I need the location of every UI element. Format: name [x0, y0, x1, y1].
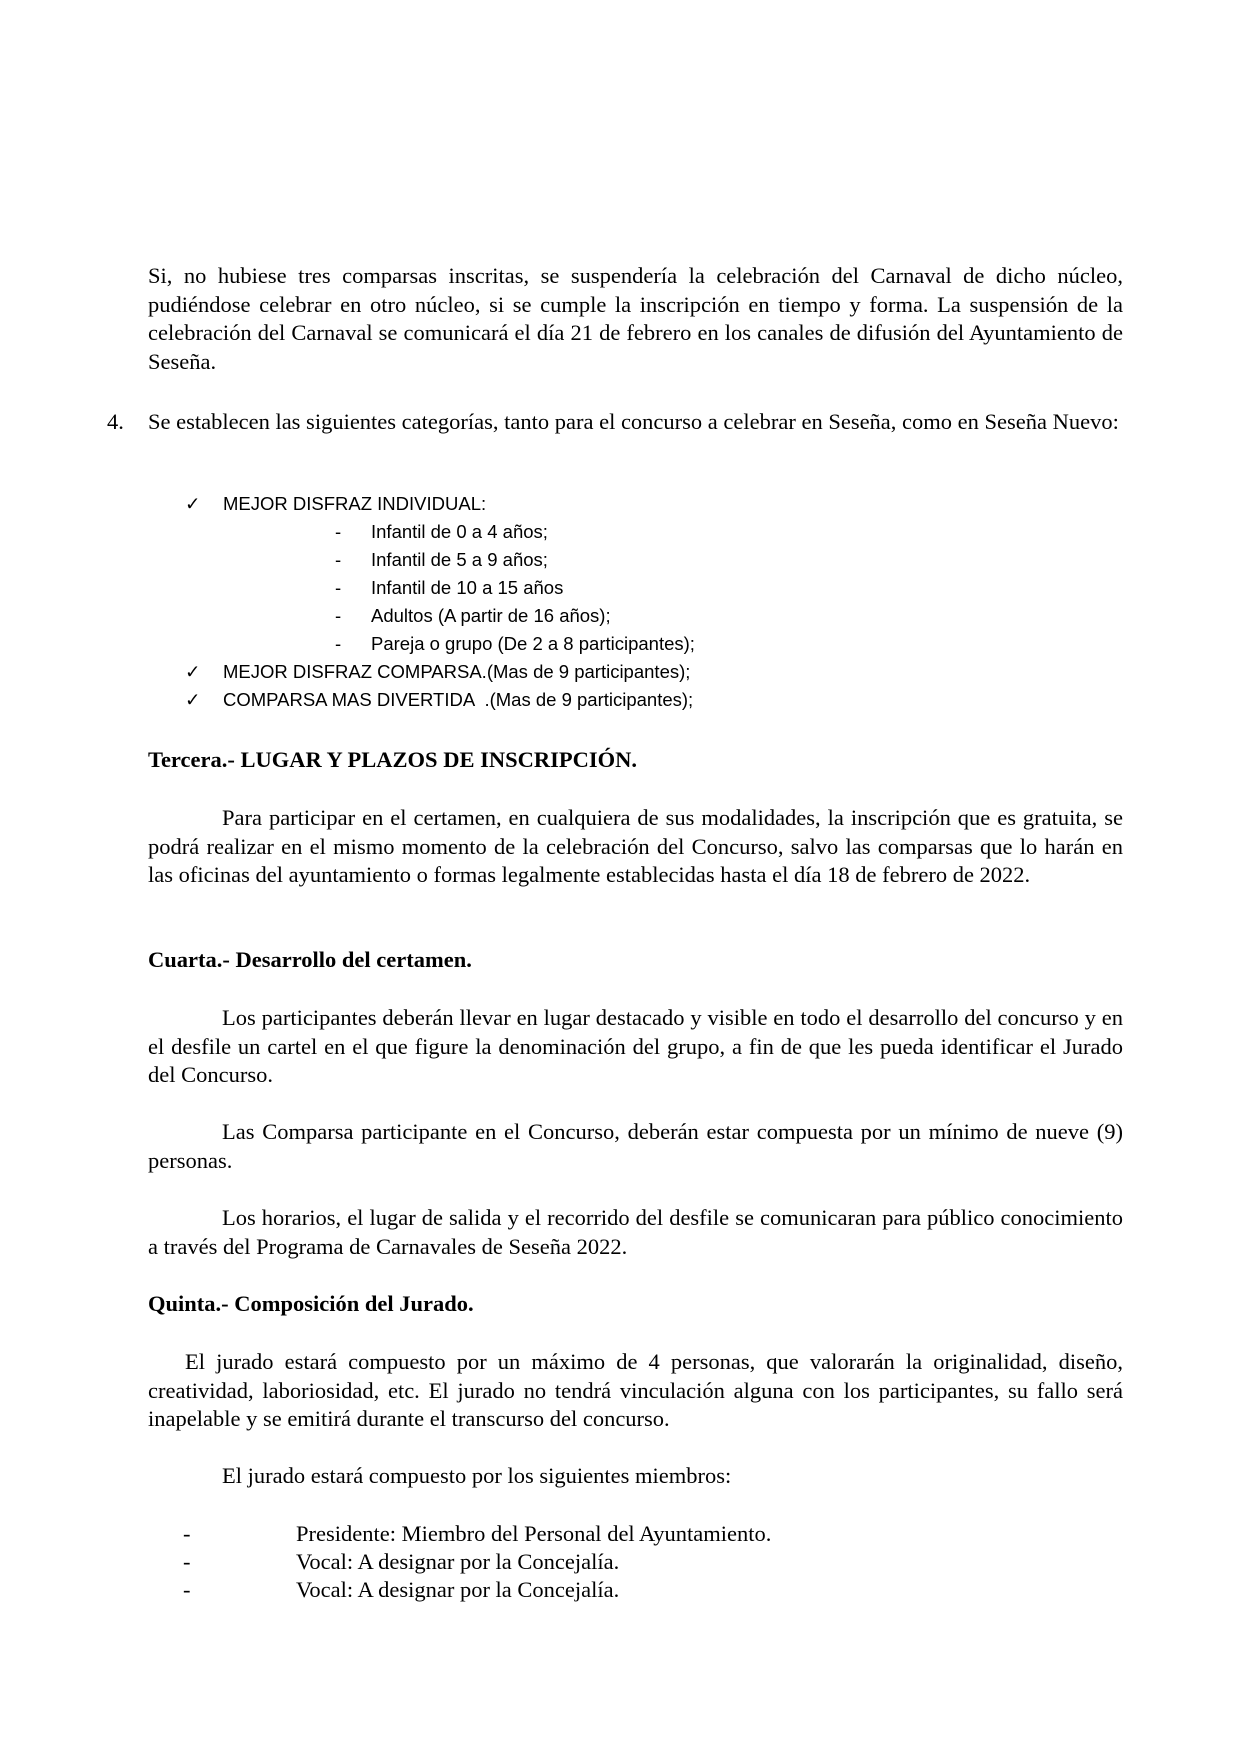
dash-marker: - — [335, 549, 342, 570]
checkmark-icon: ✓ — [185, 661, 201, 682]
section-heading-cuarta: Cuarta.- Desarrollo del certamen. — [148, 947, 472, 972]
category-individual: MEJOR DISFRAZ INDIVIDUAL: — [223, 493, 487, 514]
section-heading-tercera: Tercera.- LUGAR Y PLAZOS DE INSCRIPCIÓN. — [148, 747, 637, 772]
subcategory-item: Pareja o grupo (De 2 a 8 participantes); — [371, 633, 695, 654]
subcategory-item: Infantil de 10 a 15 años — [371, 577, 564, 598]
dash-marker: - — [335, 633, 342, 654]
category-divertida: COMPARSA MAS DIVERTIDA .(Mas de 9 participantes); — [223, 689, 694, 710]
dash-marker: - — [183, 1549, 191, 1574]
cuarta-paragraph-1: Los participantes deberán llevar en lugar destacado y visible en todo el desarrollo del concurso y en el desfile un cartel en el que figure la denominación del grupo, a fin de que les pueda identificar el Jurado del Concurso. — [148, 1005, 1123, 1087]
dash-marker: - — [335, 521, 342, 542]
tercera-paragraph: Para participar en el certamen, en cualquiera de sus modalidades, la inscripción que es gratuita, se podrá realizar en el mismo momento de la celebración del Concurso, salvo las comparsas que lo harán en las oficinas del ayuntamiento o formas legalmente establecidas hasta el día 18 de febrero de 2022. — [148, 805, 1123, 887]
subcategory-item: Infantil de 5 a 9 años; — [371, 549, 548, 570]
quinta-paragraph-1: El jurado estará compuesto por un máximo de 4 personas, que valorarán la originalidad, diseño, creatividad, laboriosidad, etc. El jurado no tendrá vinculación alguna con los participantes, su fallo será inapelable y se emitirá durante el transcurso del concurso. — [148, 1349, 1123, 1431]
dash-marker: - — [183, 1577, 191, 1602]
dash-marker: - — [335, 605, 342, 626]
item-4-text: Se establecen las siguientes categorías, tanto para el concurso a celebrar en Seseña, como en Seseña Nuevo: — [148, 409, 1119, 434]
section-heading-quinta: Quinta.- Composición del Jurado. — [148, 1291, 474, 1316]
checkmark-icon: ✓ — [185, 493, 201, 514]
jury-member: Presidente: Miembro del Personal del Ayuntamiento. — [296, 1521, 772, 1546]
dash-marker: - — [183, 1521, 191, 1546]
subcategory-item: Infantil de 0 a 4 años; — [371, 521, 548, 542]
item-number: 4. — [107, 409, 124, 434]
checkmark-icon: ✓ — [185, 689, 201, 710]
dash-marker: - — [335, 577, 342, 598]
quinta-paragraph-2: El jurado estará compuesto por los siguientes miembros: — [222, 1463, 732, 1488]
jury-member: Vocal: A designar por la Concejalía. — [296, 1549, 620, 1574]
category-comparsa: MEJOR DISFRAZ COMPARSA.(Mas de 9 participantes); — [223, 661, 691, 682]
subcategory-item: Adultos (A partir de 16 años); — [371, 605, 611, 626]
cuarta-paragraph-2: Las Comparsa participante en el Concurso, deberán estar compuesta por un mínimo de nueve (9) personas. — [148, 1119, 1123, 1173]
cuarta-paragraph-3: Los horarios, el lugar de salida y el recorrido del desfile se comunicaran para público conocimiento a través del Programa de Carnavales de Seseña 2022. — [148, 1205, 1123, 1259]
jury-member: Vocal: A designar por la Concejalía. — [296, 1577, 620, 1602]
intro-paragraph: Si, no hubiese tres comparsas inscritas, se suspendería la celebración del Carnaval de dicho núcleo, pudiéndose celebrar en otro núcleo, si se cumple la inscripción en tiempo y forma. La suspensión de la celebración del Carnaval se comunicará el día 21 de febrero en los canales de difusión del Ayuntamiento de Seseña. — [148, 263, 1123, 374]
